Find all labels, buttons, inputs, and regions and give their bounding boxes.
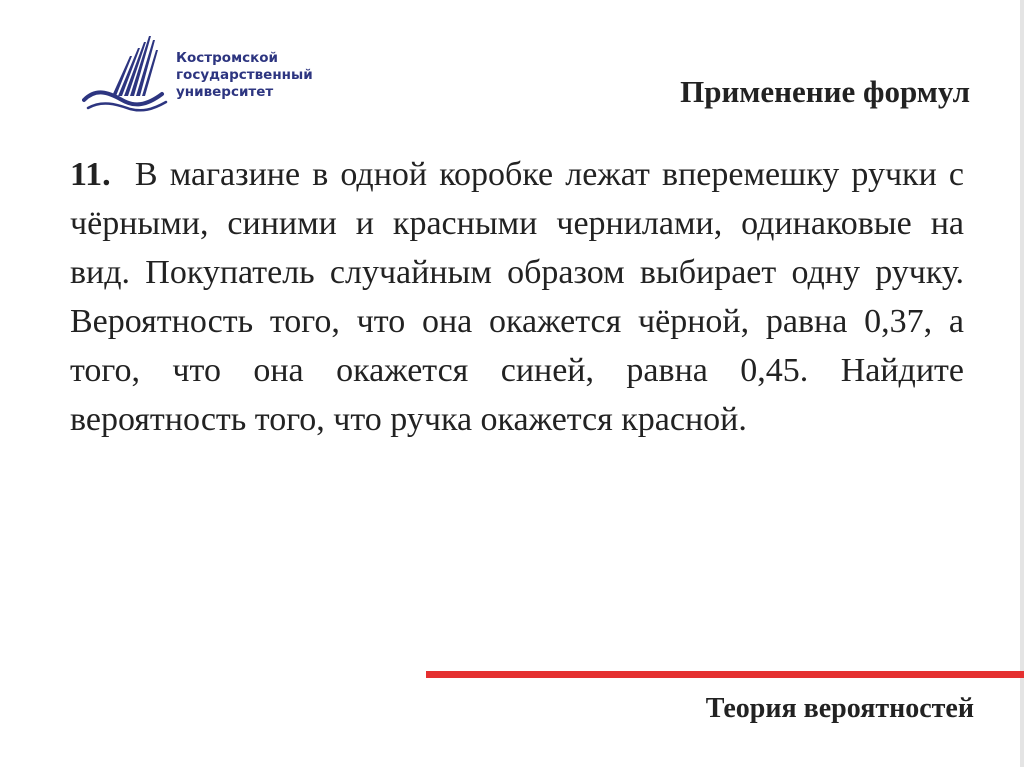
logo-line-1: Костромской: [176, 50, 279, 66]
university-logo: [82, 32, 342, 114]
logo-line-3: университет: [176, 84, 274, 100]
logo-line-2: государственный: [176, 67, 313, 83]
university-swoosh-logo-icon: [82, 32, 170, 114]
slide-edge: [1020, 0, 1024, 767]
university-name: [176, 50, 346, 101]
course-title: Теория вероятностей: [705, 693, 974, 724]
problem-text: В магазине в одной коробке лежат вперемешку ручки с чёрными, синими и красными чернилами, одинаковые на вид. Покупатель случайным образом выбирает одну ручку. Вероятность того, что она окажется чёрной, равна 0,37, а того, что она окажется синей, равна 0,45. Найдите вероятность того, что ручка окажется красной.: [70, 156, 965, 438]
problem-number: 11.: [70, 156, 111, 193]
slide-title: Применение формул: [680, 74, 970, 109]
footer-accent-line: [426, 671, 1024, 678]
problem-statement: [70, 150, 964, 444]
